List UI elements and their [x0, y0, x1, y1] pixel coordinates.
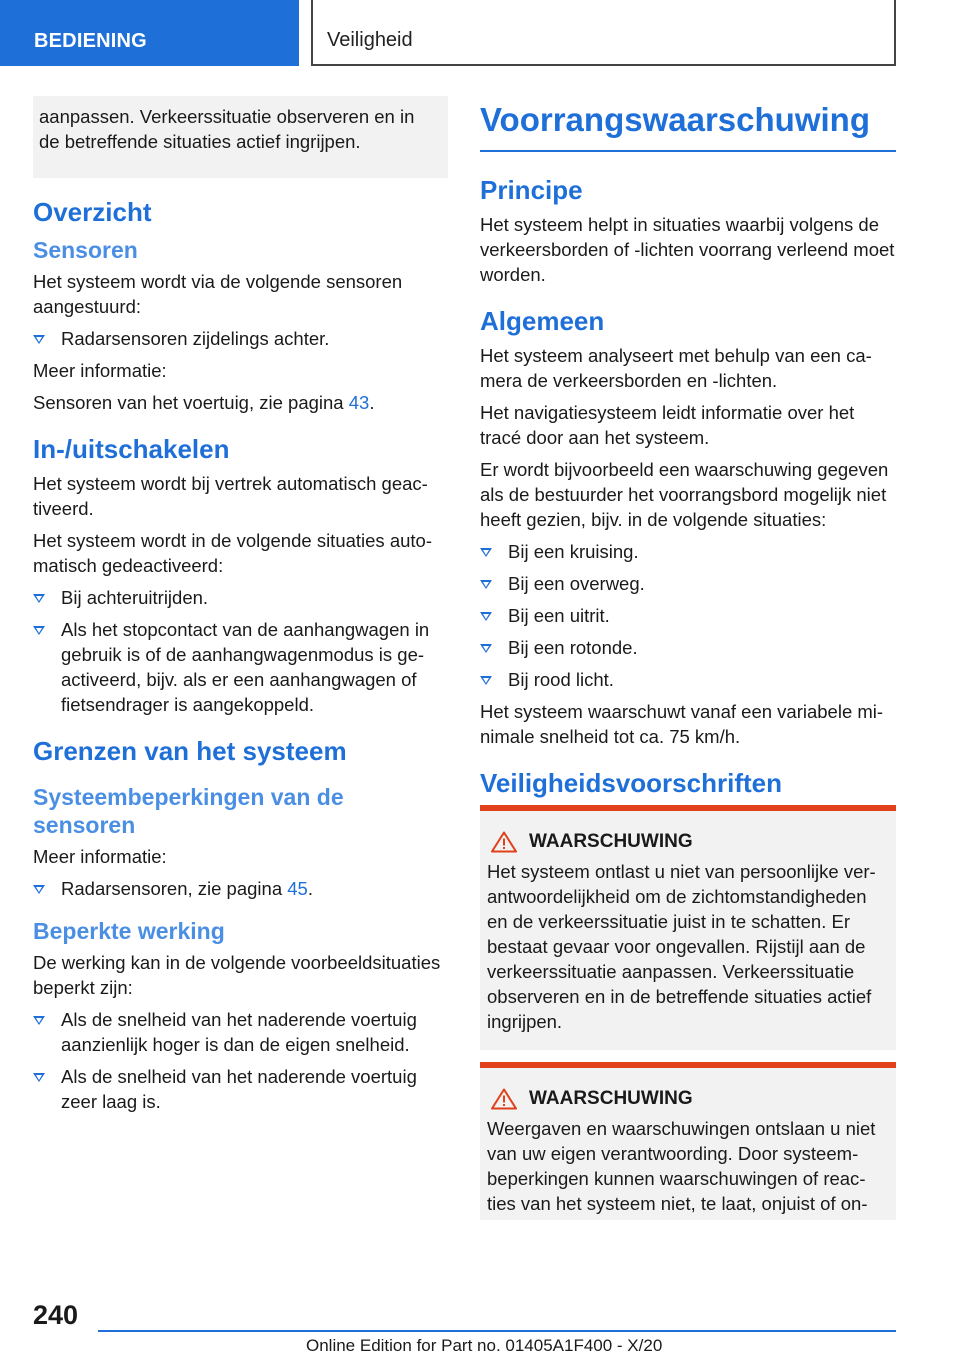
list-item: Bij een uitrit.	[480, 603, 896, 628]
principe-text: Het systeem helpt in situaties waarbij volgens de verkeersborden of -lichten voorrang verleend moet worden.	[480, 214, 895, 285]
list-item: Als het stopcontact van de aanhangwagen in gebruik is of de aanhangwagenmodus is geactiveerd, bijv. als er een aanhangwagen of fietsendrager is aangekoppeld.	[33, 617, 448, 717]
footer-edition: Online Edition for Part no. 01405A1F400 - X/20	[306, 1336, 663, 1355]
triangle-bullet-icon	[33, 626, 45, 635]
list-item: Radarsensoren zijdelings achter.	[33, 326, 448, 351]
left-column	[33, 96, 448, 1121]
continued-warning-box	[33, 96, 448, 178]
meer-informatie-label: Meer informatie:	[33, 360, 167, 381]
triangle-bullet-icon	[480, 644, 492, 653]
right-column	[480, 96, 896, 1232]
beperkte-werking-text: De werking kan in de volgende voorbeeldsituaties beperkt zijn:	[33, 952, 441, 998]
warning-text: Weergaven en waarschuwingen ontslaan u niet van uw eigen verantwoording. Door systeembeperkingen kunnen waarschuwingen of reacties van het systeem niet, te laat, onjuist of on-	[487, 1118, 876, 1214]
warning-triangle-icon	[491, 1088, 517, 1110]
list-item: Bij rood licht.	[480, 667, 896, 692]
footer-divider	[98, 1330, 896, 1332]
triangle-bullet-icon	[480, 580, 492, 589]
inuit-list	[33, 585, 448, 717]
triangle-bullet-icon	[480, 548, 492, 557]
heading-overzicht: Overzicht	[33, 197, 152, 227]
list-item: Als de snelheid van het naderende voertuig aanzienlijk hoger is dan de eigen snelheid.	[33, 1007, 448, 1057]
list-item: Radarsensoren, zie pagina 45.	[33, 876, 448, 901]
section-label: BEDIENING	[34, 30, 147, 52]
heading-beperkte-werking: Beperkte werking	[33, 918, 225, 944]
grenzen-ref-list	[33, 876, 448, 901]
inuit-text-1: Het systeem wordt bij vertrek automatisch geactiveerd.	[33, 473, 428, 519]
triangle-bullet-icon	[480, 676, 492, 685]
page-header	[0, 0, 960, 66]
triangle-bullet-icon	[33, 335, 45, 344]
list-item: Bij achteruitrijden.	[33, 585, 448, 610]
heading-veiligheidsvoorschriften: Veiligheidsvoorschriften	[480, 768, 782, 798]
warning-title: WAARSCHUWING	[491, 1088, 888, 1110]
page-link-43[interactable]: 43	[348, 392, 370, 413]
continued-warning-text: aanpassen. Verkeerssituatie observeren en in de betreffende situaties actief ingrijpen.	[39, 106, 415, 152]
list-item: Bij een rotonde.	[480, 635, 896, 660]
algemeen-text-1: Het systeem analyseert met behulp van een camera de verkeersborden en -lichten.	[480, 345, 872, 391]
warning-box	[480, 805, 896, 1050]
chapter-tab	[311, 0, 896, 66]
chapter-label: Veiligheid	[327, 29, 413, 51]
warning-text: Het systeem ontlast u niet van persoonlijke verantwoordelijkheid om de zichtomstandigheden en de verkeerssituatie juist in te schatten. Er bestaat gevaar voor ongevallen. Rijstijl aan de verkeerssituatie aanpassen. Verkeerssituatie observeren en in de betreffende situaties actief ingrijpen.	[487, 861, 876, 1032]
triangle-bullet-icon	[33, 885, 45, 894]
heading-systeembeperkingen: Systeembeperkingen van de sensoren	[33, 784, 344, 838]
algemeen-list	[480, 539, 896, 692]
inuit-text-2: Het systeem wordt in de volgende situaties automatisch gedeactiveerd:	[33, 530, 432, 576]
triangle-bullet-icon	[480, 612, 492, 621]
section-tab	[0, 0, 299, 66]
warning-box	[480, 1062, 896, 1220]
sensoren-text: Het systeem wordt via de volgende sensoren aangestuurd:	[33, 271, 403, 317]
algemeen-text-3: Er wordt bijvoorbeeld een waarschuwing gegeven als de bestuurder het voorrangsbord mogelijk niet heeft gezien, bijv. in de volgende situaties:	[480, 459, 889, 530]
heading-grenzen: Grenzen van het systeem	[33, 736, 347, 766]
triangle-bullet-icon	[33, 1073, 45, 1082]
heading-principe: Principe	[480, 175, 583, 205]
sensoren-list	[33, 326, 448, 351]
heading-algemeen: Algemeen	[480, 306, 605, 336]
page-number: 240	[33, 1300, 79, 1330]
beperkte-werking-list	[33, 1007, 448, 1114]
warning-triangle-icon	[491, 831, 517, 853]
list-item: Bij een overweg.	[480, 571, 896, 596]
triangle-bullet-icon	[33, 594, 45, 603]
list-item: Bij een kruising.	[480, 539, 896, 564]
warning-title: WAARSCHUWING	[491, 831, 888, 853]
meer-informatie-label: Meer informatie:	[33, 846, 167, 867]
list-item: Als de snelheid van het naderende voertuig zeer laag is.	[33, 1064, 448, 1114]
page-title: Voorrangswaarschuwing	[480, 100, 896, 152]
heading-sensoren: Sensoren	[33, 237, 138, 263]
algemeen-text-4: Het systeem waarschuwt vanaf een variabele minimale snelheid tot ca. 75 km/h.	[480, 701, 884, 747]
triangle-bullet-icon	[33, 1016, 45, 1025]
algemeen-text-2: Het navigatiesysteem leidt informatie over het tracé door aan het systeem.	[480, 402, 855, 448]
sensoren-reference: Sensoren van het voertuig, zie pagina 43.	[33, 392, 375, 413]
page-link-45[interactable]: 45	[287, 878, 308, 899]
heading-in-uitschakelen: In-/uitschakelen	[33, 434, 230, 464]
